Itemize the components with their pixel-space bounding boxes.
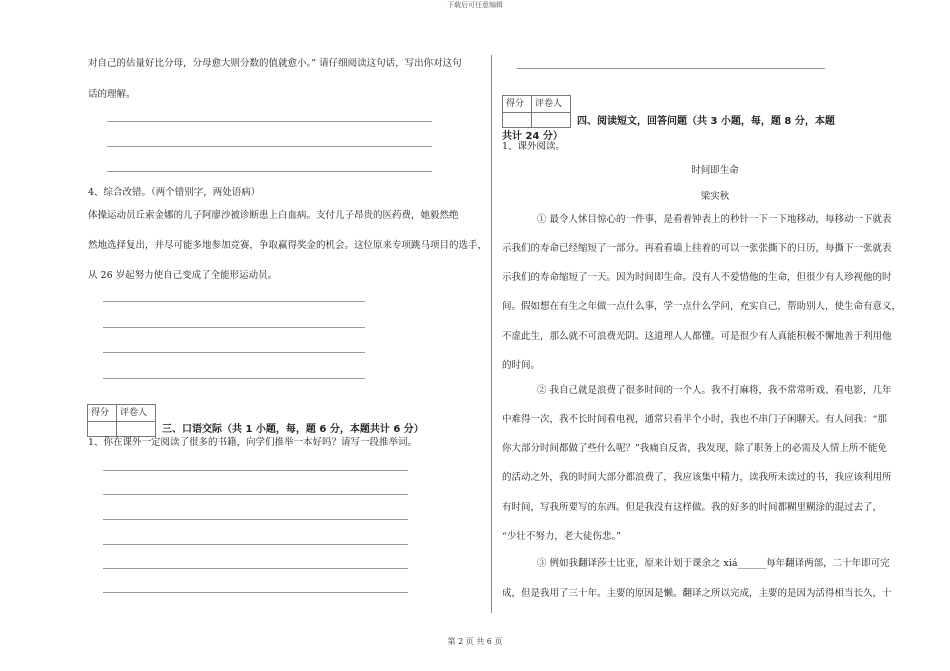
score-cell[interactable]	[88, 422, 117, 436]
para3-line: 成，但是我用了三十年。主要的原因是懒。翻译之所以完成，主要的是因为活得相当长久，十	[502, 588, 892, 599]
para1-line: ① 最令人怵目惊心的一件事，是看着钟表上的秒针一下一下地移动，每移动一下就表	[537, 214, 892, 225]
score-label: 得分	[88, 405, 117, 421]
answer-line[interactable]	[103, 592, 408, 593]
answer-line[interactable]	[103, 327, 365, 328]
section4-title: 四、阅读短文，回答问题（共 3 小题，每，题 8 分，本题	[577, 116, 835, 127]
grader-label: 评卷人	[120, 408, 148, 418]
answer-line[interactable]	[103, 352, 365, 353]
answer-line[interactable]	[103, 494, 408, 495]
column-divider	[491, 55, 492, 613]
answer-line[interactable]	[107, 121, 432, 122]
score-cell[interactable]	[503, 113, 532, 127]
answer-line[interactable]	[103, 568, 408, 569]
para2-line: 有时间，写我所要写的东西。但是我没有这样做。我的好多的时间都糊里糊涂的混过去了，	[502, 502, 883, 513]
answer-line[interactable]	[103, 470, 408, 471]
article-title: 时间即生命	[691, 165, 739, 176]
para2-line: 你大部分时间都做了些什么呢？”我痛自反省，我发现，除了职务上的必需及人情上所不能免	[502, 443, 887, 454]
para1-line: 的时间。	[502, 360, 541, 371]
article-author: 梁实秋	[700, 191, 730, 202]
para2-line: ② 我自己就是浪费了很多时间的一个人。我不打麻将，我不常常听戏、看电影，几年	[537, 385, 892, 396]
section3-title: 三、口语交际（共 1 小题，每，题 6 分，本题共计 6 分）	[162, 424, 424, 435]
para2-line: “少壮不努力，老大徒伤悲。”	[502, 531, 621, 542]
answer-line[interactable]	[103, 301, 365, 302]
answer-line[interactable]	[103, 378, 365, 379]
page-header: 下载后可任意编辑	[447, 1, 503, 9]
page-footer: 第 2 页 共 6 页	[447, 637, 503, 646]
answer-line[interactable]	[103, 519, 408, 520]
section4-title-cont: 共计 24 分）	[502, 131, 563, 142]
question-intro-line-1: 对自己的估量好比分母，分母愈大则分数的值就愈小。” 请仔细阅读这句话，写出你对这句	[88, 58, 462, 69]
question-intro-line-2: 话的理解。	[88, 89, 136, 100]
answer-line[interactable]	[107, 171, 432, 172]
q4-text-line-2: 然地选择复出，并尽可能多地参加竞赛，争取赢得奖金的机会。这位原来专项跳马项目的选手，	[88, 240, 488, 251]
q4-text-line-1: 体操运动员丘索金娜的儿子阿廖沙被诊断患上白血病。支付儿子昂贵的医药费，她毅然绝	[88, 210, 459, 221]
para1-line: 示我们的寿命缩短了一天。因为时间即生命。没有人不爱惜他的生命，但很少有人珍视他的时	[502, 272, 892, 283]
sub-question-1: 1、课外阅读。	[502, 141, 566, 152]
para1-line: 间。假如想在有生之年做一点什么事，学一点什么学问，充实自己，帮助别人，使生命有意义，	[502, 301, 902, 312]
para1-line: 不虚此生，那么就不可浪费光阴。这道理人人都懂。可是很少有人真能积极不懈地善于利用他	[502, 331, 892, 342]
grader-cell[interactable]	[532, 113, 570, 127]
para1-line: 示我们的寿命已经缩短了一部分。再看看墙上挂着的可以一张张撕下的日历，每撕下一张就表	[502, 243, 892, 254]
score-box	[502, 95, 571, 128]
score-box	[87, 404, 156, 437]
score-label: 得分	[503, 96, 532, 112]
grader-label: 评卷人	[535, 99, 563, 109]
para2-line: 的活动之外，我的时间大部分都浪费了，我应该集中精力，读我所未读过的书，我应该利用所	[502, 472, 892, 483]
answer-line[interactable]	[103, 544, 408, 545]
q4-title: 4、综合改错。（两个错别字，两处语病）	[88, 187, 261, 198]
answer-line[interactable]	[517, 68, 825, 69]
q4-text-line-3: 从 26 岁起努力使自己变成了全能形运动员。	[88, 270, 278, 281]
grader-cell[interactable]	[117, 422, 155, 436]
para2-line: 中难得一次，我不长时间看电视，通常只看半个小时，我也不串门子闲聊天。有人问我：“那	[502, 414, 887, 425]
para3-line: ③ 例如我翻译莎士比亚，原来计划于课余之 xiá______每年翻译两部，二十年即可完	[537, 558, 890, 569]
section3-question-1: 1、你在课外一定阅读了很多的书籍，向学们推举一本好吗？请写一段推举词。	[88, 437, 418, 448]
answer-line[interactable]	[107, 146, 432, 147]
